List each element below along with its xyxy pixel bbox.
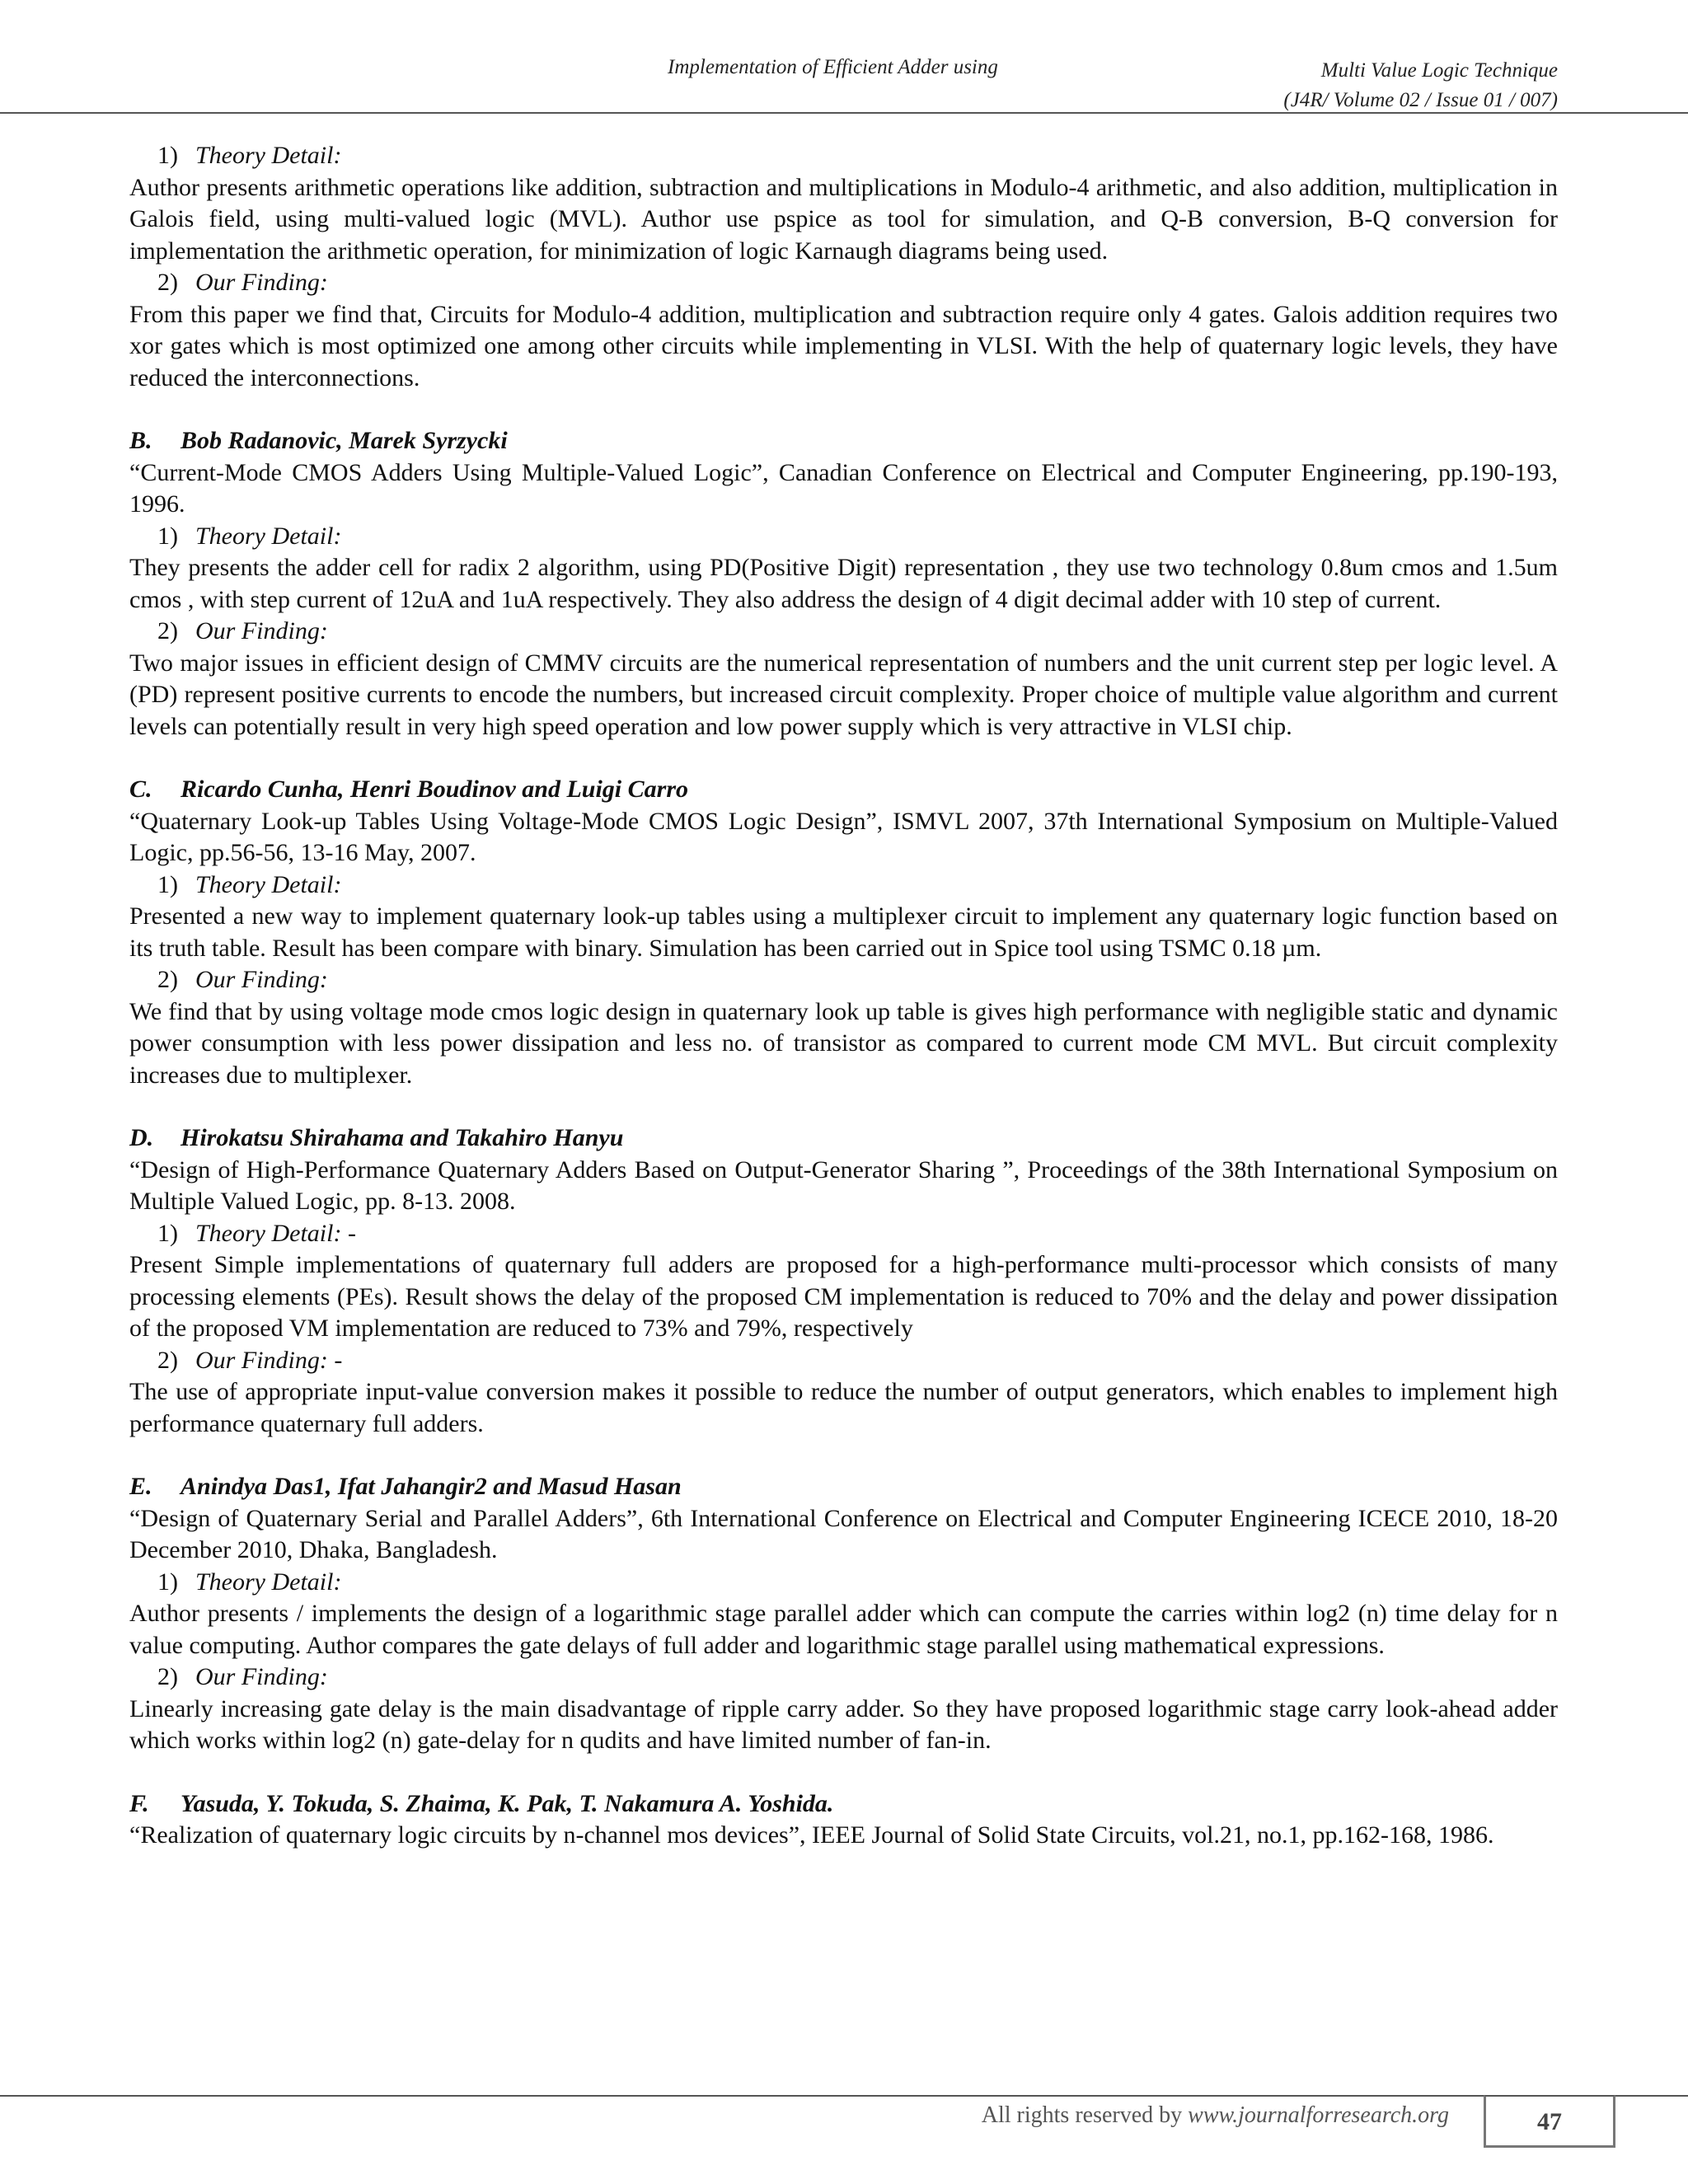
header-rule bbox=[0, 112, 1688, 114]
section-d-reference: “Design of High-Performance Quaternary Adders Based on Output-Generator Sharing ”, Proceedings of the 38th International Symposium on Multiple Valued Logic, pp. 8-13. 2008. bbox=[129, 1155, 1558, 1215]
section-heading-c bbox=[129, 774, 1558, 806]
page-number: 47 bbox=[1537, 2108, 1562, 2135]
section-heading-f bbox=[129, 1788, 1558, 1821]
intro-finding-heading bbox=[129, 267, 1558, 299]
footer-rights-text: All rights reserved by bbox=[981, 2102, 1189, 2128]
section-d-theory-text: Present Simple implementations of quaternary full adders are proposed for a high-performance multi-processor which consists of many processing elements (PEs). Result shows the delay of the proposed CM implementation is reduced to 70% and the delay and power dissipation of the proposed VM implementation are reduced to 73% and 79%, respectively bbox=[129, 1251, 1558, 1342]
section-c-theory-heading bbox=[129, 869, 1558, 902]
footer-rule-right bbox=[1615, 2095, 1688, 2097]
footer-website-link[interactable]: www.journalforresearch.org bbox=[1188, 2102, 1449, 2128]
item-number: 2) bbox=[157, 617, 178, 644]
section-letter: C. bbox=[129, 776, 152, 803]
intro-finding-text: From this paper we find that, Circuits for Modulo-4 addition, multiplication and subtraction require only 4 gates. Galois addition requires two xor gates which is most optimized one among other circuits while implementing in VLSI. With the help of quaternary logic levels, they have reduced the interconnections. bbox=[129, 300, 1558, 391]
body-content bbox=[129, 140, 1558, 1852]
section-c-reference: “Quaternary Look-up Tables Using Voltage-Mode CMOS Logic Design”, ISMVL 2007, 37th International Symposium on Multiple-Valued Logic, pp.56-56, 13-16 May, 2007. bbox=[129, 807, 1558, 866]
section-heading-b bbox=[129, 425, 1558, 457]
section-authors: Yasuda, Y. Tokuda, S. Zhaima, K. Pak, T. Nakamura A. Yoshida. bbox=[181, 1789, 834, 1817]
intro-theory-heading bbox=[129, 140, 1558, 172]
section-letter: F. bbox=[129, 1789, 149, 1817]
section-authors: Anindya Das1, Ifat Jahangir2 and Masud Hasan bbox=[181, 1473, 682, 1500]
item-number: 1) bbox=[157, 142, 178, 169]
item-number: 2) bbox=[157, 269, 178, 296]
section-d-theory-heading bbox=[129, 1218, 1558, 1250]
section-heading-e bbox=[129, 1471, 1558, 1503]
intro-theory-text: Author presents arithmetic operations like addition, subtraction and multiplications in Modulo-4 arithmetic, and also addition, multiplication in Galois field, using multi-valued logic (MVL). Author use pspice as tool for simulation, and Q-B conversion, B-Q conversion for implementation the arithmetic operation, for minimization of logic Karnaugh diagrams being used. bbox=[129, 173, 1558, 265]
item-label: Our Finding: bbox=[195, 1663, 328, 1690]
section-d-finding-text: The use of appropriate input-value conversion makes it possible to reduce the number of output generators, which enables to implement high performance quaternary full adders. bbox=[129, 1378, 1558, 1437]
section-letter: E. bbox=[129, 1473, 152, 1500]
section-b-theory-text: They presents the adder cell for radix 2 algorithm, using PD(Positive Digit) representation , they use two technology 0.8um cmos and 1.5um cmos , with step current of 12uA and 1uA respectively. They also address the design of 4 digit decimal adder with 10 step of current. bbox=[129, 554, 1558, 613]
section-c-finding-text: We find that by using voltage mode cmos logic design in quaternary look up table is gives high performance with negligible static and dynamic power consumption with less power dissipation and less no. of transistor as compared to current mode CM MVL. But circuit complexity increases due to multiplexer. bbox=[129, 997, 1558, 1089]
section-e-theory-heading bbox=[129, 1567, 1558, 1599]
footer-rule-left bbox=[0, 2095, 1484, 2097]
footer-rights bbox=[982, 2102, 1449, 2129]
item-number: 1) bbox=[157, 1219, 178, 1247]
section-b-theory-heading bbox=[129, 521, 1558, 553]
item-number: 2) bbox=[157, 1346, 178, 1374]
section-e-finding-heading bbox=[129, 1661, 1558, 1694]
section-authors: Ricardo Cunha, Henri Boudinov and Luigi Carro bbox=[181, 776, 688, 803]
section-e-finding-text: Linearly increasing gate delay is the main disadvantage of ripple carry adder. So they have proposed logarithmic stage carry look-ahead adder which works within log2 (n) gate-delay for n qudits and have limited number of fan-in. bbox=[129, 1694, 1558, 1754]
section-c-finding-heading bbox=[129, 964, 1558, 996]
section-letter: D. bbox=[129, 1124, 154, 1151]
running-header-volume: (J4R/ Volume 02 / Issue 01 / 007) bbox=[1283, 89, 1558, 111]
item-label: Theory Detail: bbox=[195, 522, 342, 550]
item-label: Theory Detail: bbox=[195, 870, 342, 898]
section-c-theory-text: Presented a new way to implement quaternary look-up tables using a multiplexer circuit to implement any quaternary logic function based on its truth table. Result has been compare with binary. Simulation has been carried out in Spice tool using TSMC 0.18 µm. bbox=[129, 902, 1558, 962]
item-label: Theory Detail: bbox=[195, 1568, 342, 1596]
section-letter: B. bbox=[129, 427, 152, 454]
item-number: 1) bbox=[157, 1568, 178, 1596]
section-b-finding-text: Two major issues in efficient design of CMMV circuits are the numerical representation of numbers and the unit current step per logic level. A (PD) represent positive currents to encode the numbers, but increased circuit complexity. Proper choice of multiple value algorithm and current levels can potentially result in very high speed operation and low power supply which is very attractive in VLSI chip. bbox=[129, 649, 1558, 740]
item-number: 1) bbox=[157, 870, 178, 898]
item-label: Our Finding: bbox=[195, 966, 328, 993]
item-label: Our Finding: bbox=[195, 269, 328, 296]
section-authors: Bob Radanovic, Marek Syrzycki bbox=[181, 427, 508, 454]
running-header-right bbox=[1283, 56, 1558, 115]
section-d-finding-heading bbox=[129, 1345, 1558, 1377]
item-number: 2) bbox=[157, 1663, 178, 1690]
running-header-subtitle: Multi Value Logic Technique bbox=[1320, 59, 1558, 82]
section-f-reference: “Realization of quaternary logic circuits by n-channel mos devices”, IEEE Journal of Solid State Circuits, vol.21, no.1, pp.162-168, 1986. bbox=[129, 1821, 1494, 1849]
item-label: Our Finding: bbox=[195, 617, 328, 644]
item-number: 2) bbox=[157, 966, 178, 993]
section-b-reference: “Current-Mode CMOS Adders Using Multiple-Valued Logic”, Canadian Conference on Electrical and Computer Engineering, pp.190-193, 1996. bbox=[129, 458, 1558, 518]
section-e-theory-text: Author presents / implements the design of a logarithmic stage parallel adder which can compute the carries within log2 (n) time delay for n value computing. Author compares the gate delays of full adder and logarithmic stage parallel using mathematical expressions. bbox=[129, 1600, 1558, 1659]
item-label: Theory Detail: bbox=[195, 142, 342, 169]
item-label: Our Finding: - bbox=[195, 1346, 343, 1374]
section-b-finding-heading bbox=[129, 616, 1558, 648]
running-header-title: Implementation of Efficient Adder using bbox=[668, 56, 998, 78]
item-label: Theory Detail: - bbox=[195, 1219, 356, 1247]
section-heading-d bbox=[129, 1122, 1558, 1155]
section-authors: Hirokatsu Shirahama and Takahiro Hanyu bbox=[181, 1124, 624, 1151]
item-number: 1) bbox=[157, 522, 178, 550]
section-e-reference: “Design of Quaternary Serial and Parallel Adders”, 6th International Conference on Electrical and Computer Engineering ICECE 2010, 18-20 December 2010, Dhaka, Bangladesh. bbox=[129, 1504, 1558, 1563]
